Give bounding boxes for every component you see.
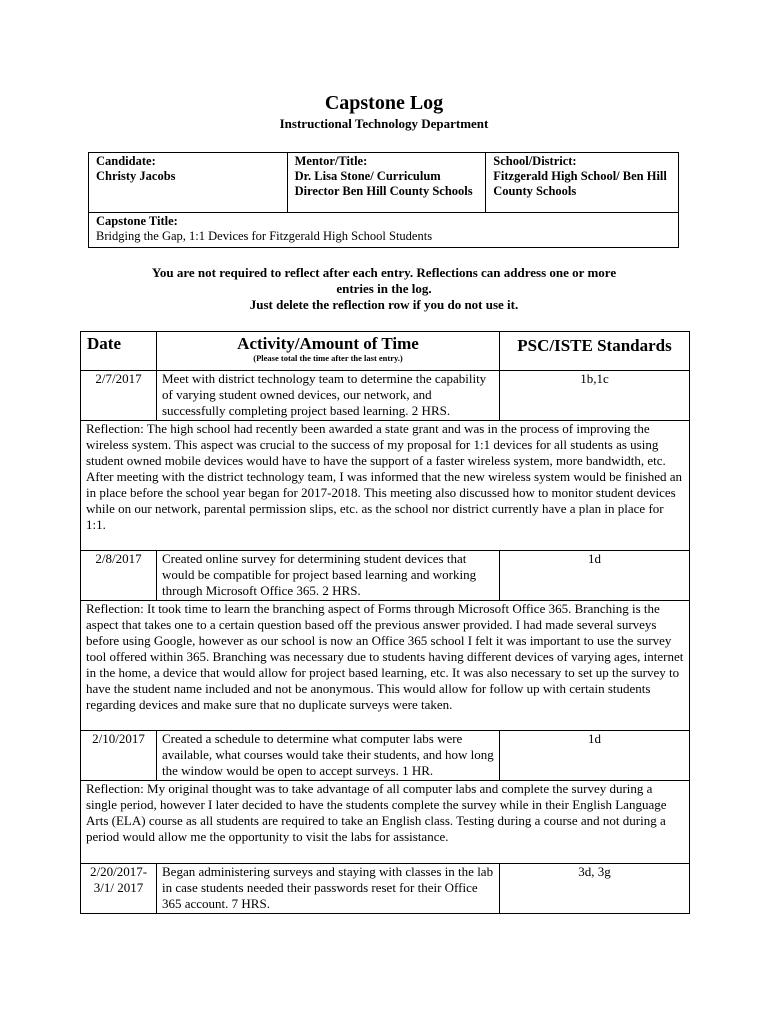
info-table — [88, 152, 679, 248]
entry-standards: 1d — [500, 731, 690, 781]
entry-standards: 1d — [500, 551, 690, 601]
entry-reflection: Reflection: It took time to learn the branching aspect of Forms through Microsoft Office 365. Branching is the aspect that takes one to a certain question based off the previous answer provided. I had made several surveys before using Google, however as our school is now an Office 365 school I felt it was important to use the survey tool offered within 365. Branching was necessary due to students having different devices of varying ages, internet in the home, a device that would allow for project based learning, etc. It was also necessary to set up the survey to have the student name included and not be anonymous. This would allow for follow up with certain students regarding devices and make sure that no duplicate surveys were taken. — [81, 601, 690, 731]
entry-date: 2/8/2017 — [81, 551, 157, 601]
instructions-line-2: entries in the log. — [336, 281, 432, 296]
table-header-row — [81, 332, 690, 371]
page-subtitle: Instructional Technology Department — [279, 116, 489, 131]
capstone-title-label: Capstone Title: — [96, 214, 178, 228]
instructions — [0, 265, 768, 313]
table-row — [81, 864, 690, 914]
page-title: Capstone Log — [324, 92, 444, 114]
entry-date: 2/10/2017 — [81, 731, 157, 781]
entry-activity: Meet with district technology team to determine the capability of varying student owned devices, our network, and successfully completing project based learning. 2 HRS. — [157, 371, 500, 421]
entry-reflection: Reflection: The high school had recently been awarded a state grant and was in the process of improving the wireless system. This aspect was crucial to the success of my proposal for 1:1 devices for all students as using student owned mobile devices would have to have the support of a faster wireless system, more bandwidth, etc. After meeting with the district technology team, I was informed that the new wireless system would be finished an in place before the school year began for 2017-2018. This meeting also discussed how to monitor student devices while on our network, parental permission slips, etc. as the school nor district currently have a plan in place for 1:1. — [81, 421, 690, 551]
capstone-title-value: Bridging the Gap, 1:1 Devices for Fitzgerald High School Students — [96, 229, 433, 243]
mentor-cell — [287, 153, 486, 213]
school-cell — [486, 153, 679, 213]
instructions-line-1: You are not required to reflect after each entry. Reflections can address one or more — [151, 265, 617, 280]
entry-activity: Began administering surveys and staying with classes in the lab in case students needed their passwords reset for their Office 365 account. 7 HRS. — [157, 864, 500, 914]
activity-column-note: (Please total the time after the last entry.) — [253, 353, 403, 363]
entry-standards: 3d, 3g — [500, 864, 690, 914]
entry-standards: 1b,1c — [500, 371, 690, 421]
date-column-header: Date — [81, 332, 157, 371]
reflection-row — [81, 421, 690, 551]
reflection-row — [81, 601, 690, 731]
instructions-line-3: Just delete the reflection row if you do not use it. — [249, 297, 519, 312]
table-row — [81, 731, 690, 781]
candidate-label: Candidate: — [96, 154, 156, 168]
capstone-log-table — [80, 331, 690, 914]
mentor-label: Mentor/Title: — [294, 154, 368, 168]
reflection-row — [81, 781, 690, 864]
table-row — [81, 551, 690, 601]
entry-activity: Created online survey for determining student devices that would be compatible for project based learning and working through Microsoft Office 365. 2 HRS. — [157, 551, 500, 601]
activity-column-header — [157, 332, 500, 371]
entry-date: 2/7/2017 — [81, 371, 157, 421]
standards-column-header: PSC/ISTE Standards — [500, 332, 690, 371]
school-label: School/District: — [493, 154, 577, 168]
activity-column-title: Activity/Amount of Time — [237, 334, 419, 353]
candidate-value: Christy Jacobs — [96, 169, 176, 183]
entry-date: 2/20/2017- 3/1/ 2017 — [81, 864, 157, 914]
table-row — [81, 371, 690, 421]
entry-activity: Created a schedule to determine what computer labs were available, what courses would take their students, and how long the window would be open to accept surveys. 1 HR. — [157, 731, 500, 781]
capstone-title-cell — [89, 213, 679, 248]
candidate-cell — [89, 153, 288, 213]
school-value: Fitzgerald High School/ Ben Hill County Schools — [493, 169, 667, 198]
entry-reflection: Reflection: My original thought was to take advantage of all computer labs and complete the survey during a single period, however I later decided to have the students complete the survey while in their English Language Arts (ELA) course as all students are required to take an English class. Testing during a course and not during a period would allow me the opportunity to visit the labs for assistance. — [81, 781, 690, 864]
mentor-value: Dr. Lisa Stone/ Curriculum Director Ben Hill County Schools — [294, 169, 473, 198]
